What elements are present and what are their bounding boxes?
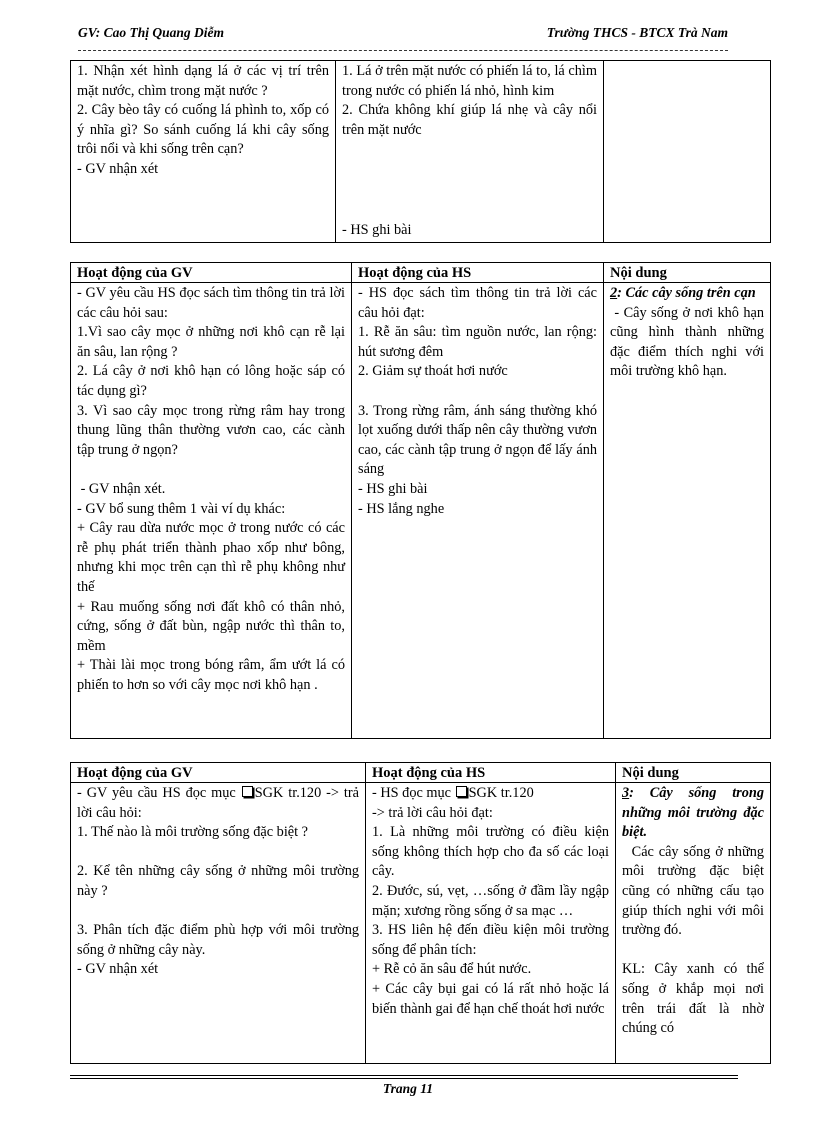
page-header bbox=[78, 25, 728, 45]
book-icon bbox=[456, 786, 467, 797]
gv-line: 3. Vì sao cây mọc trong rừng râm hay trong thung lũng thân thường vươn cao, các cành tập trung ở ngọn? bbox=[77, 402, 345, 458]
hs-cell bbox=[352, 283, 604, 739]
header-gv: Hoạt động của GV bbox=[71, 263, 352, 283]
gv-cell bbox=[71, 783, 366, 1064]
hs-line: + Các cây bụi gai có lá rất nhỏ hoặc lá biến thành gai để hạn chế thoát hơi nước bbox=[372, 980, 609, 1017]
header-hs: Hoạt động của HS bbox=[352, 263, 604, 283]
header-content: Nội dung bbox=[616, 763, 771, 783]
hs-answer-2: 2. Chứa không khí giúp lá nhẹ và cây nổi trên mặt nước bbox=[342, 102, 597, 138]
hs-line: + Rễ cỏ ăn sâu để hút nước. bbox=[372, 961, 532, 978]
section-body: Các cây sống ở những môi trường đặc biệt cũng có những cấu tạo giúp thích nghi với môi trường đó. bbox=[622, 843, 768, 939]
gv-remark: - GV nhận xét bbox=[77, 160, 159, 177]
table-row bbox=[71, 783, 771, 1064]
section-title: 2: Các cây sống trên cạn bbox=[610, 285, 756, 301]
gv-line: - GV yêu cầu HS đọc sách tìm thông tin trả lời các câu hỏi sau: bbox=[77, 285, 345, 321]
gv-line: + Cây rau dừa nước mọc ở trong nước có các rễ phụ phát triển thành phao xốp như bông, nhưng khi mọc trên cạn thì rễ phụ không như thế bbox=[77, 520, 345, 595]
header-content: Nội dung bbox=[604, 263, 771, 283]
gv-line: - GV nhận xét bbox=[77, 961, 159, 978]
hs-line: -> trả lời câu hỏi đạt: bbox=[372, 804, 493, 821]
gv-line: - GV bổ sung thêm 1 vài ví dụ khác: bbox=[77, 500, 286, 517]
gv-question-1: 1. Nhận xét hình dạng lá ở các vị trí trên mặt nước, chìm trong mặt nước ? bbox=[77, 63, 329, 99]
book-icon bbox=[242, 786, 253, 797]
gv-question-2: 2. Cây bèo tây có cuống lá phình to, xốp có ý nhĩa gì? So sánh cuống lá khi cây sống trôi nổi và khi sống trên cạn? bbox=[77, 102, 329, 158]
header-gv: Hoạt động của GV bbox=[71, 763, 366, 783]
gv-line: - GV yêu cầu HS đọc mục SGK tr.120 -> trả lời câu hỏi: bbox=[77, 785, 359, 821]
hs-note: - HS ghi bài bbox=[342, 222, 412, 239]
table-row bbox=[71, 61, 771, 243]
hs-line: 1. Là những môi trường có điều kiện sống không thích hợp cho đa số các loại cây. bbox=[372, 824, 609, 880]
hs-line: - HS đọc mục SGK tr.120 bbox=[372, 785, 534, 801]
hs-line: - HS lắng nghe bbox=[358, 500, 445, 517]
content-cell bbox=[616, 783, 771, 1064]
hs-cell bbox=[366, 783, 616, 1064]
hs-cell bbox=[336, 61, 604, 243]
section-title: 3: Cây sống trong những môi trường đặc biệt. bbox=[622, 785, 764, 841]
table-row bbox=[71, 283, 771, 739]
hs-line: 2. Giảm sự thoát hơi nước bbox=[358, 363, 508, 380]
gv-line: - GV nhận xét. bbox=[77, 480, 166, 497]
table-header-row bbox=[71, 263, 771, 283]
gv-line: + Rau muống sống nơi đất khô có thân nhỏ, cứng, sống ở đất bùn, ngập nước thì thân to, mềm bbox=[77, 598, 345, 654]
gv-line: + Thài lài mọc trong bóng râm, ẩm ướt lá có phiến to hơn so với cây mọc nơi khô hạn . bbox=[77, 657, 345, 693]
content-cell bbox=[604, 61, 771, 243]
teacher-name: GV: Cao Thị Quang Diễm bbox=[78, 25, 225, 40]
activity-table-2 bbox=[70, 262, 771, 739]
school-name: Trường THCS - BTCX Trà Nam bbox=[546, 25, 728, 40]
hs-line: - HS đọc sách tìm thông tin trả lời các câu hỏi đạt: bbox=[358, 285, 597, 321]
hs-line: 1. Rễ ăn sâu: tìm nguồn nước, lan rộng: hút sương đêm bbox=[358, 324, 597, 360]
hs-line: - HS ghi bài bbox=[358, 480, 428, 497]
header-divider bbox=[78, 50, 728, 51]
table-header-row bbox=[71, 763, 771, 783]
hs-line: 2. Đước, sú, vẹt, …sống ở đầm lầy ngập mặn; xương rồng sống ở sa mạc … bbox=[372, 882, 609, 919]
header-hs: Hoạt động của HS bbox=[366, 763, 616, 783]
section-body: - Cây sống ở nơi khô hạn cũng hình thành những đặc điểm thích nghi với môi trường khô hạn. bbox=[610, 304, 768, 380]
gv-cell bbox=[71, 283, 352, 739]
gv-line: 2. Lá cây ở nơi khô hạn có lông hoặc sáp có tác dụng gì? bbox=[77, 363, 345, 399]
activity-table-1 bbox=[70, 60, 771, 243]
hs-line: 3. HS liên hệ đến điều kiện môi trường sống để phân tích: bbox=[372, 922, 609, 958]
hs-line: 3. Trong rừng râm, ánh sáng thường khó lọt xuống dưới thấp nên cây thường vươn cao, các cành tập trung ở ngọn để lấy ánh sáng bbox=[358, 402, 597, 478]
page-number: Trang 11 bbox=[382, 1081, 434, 1096]
hs-answer-1: 1. Lá ở trên mặt nước có phiến lá to, lá chìm trong nước có phiến lá nhỏ, hình kim bbox=[342, 63, 597, 99]
gv-line: 2. Kể tên những cây sống ở những môi trường này ? bbox=[77, 863, 359, 899]
gv-cell bbox=[71, 61, 336, 243]
content-cell bbox=[604, 283, 771, 739]
gv-line: 1.Vì sao cây mọc ở những nơi khô cạn rễ lại ăn sâu, lan rộng ? bbox=[77, 324, 345, 360]
gv-line: 1. Thế nào là môi trường sống đặc biệt ? bbox=[77, 824, 309, 841]
section-conclusion: KL: Cây xanh có thể sống ở khắp mọi nơi trên trái đất là nhờ chúng có bbox=[622, 961, 764, 1037]
gv-line: 3. Phân tích đặc điểm phù hợp với môi trường sống ở những cây này. bbox=[77, 922, 359, 958]
activity-table-3 bbox=[70, 762, 771, 1064]
